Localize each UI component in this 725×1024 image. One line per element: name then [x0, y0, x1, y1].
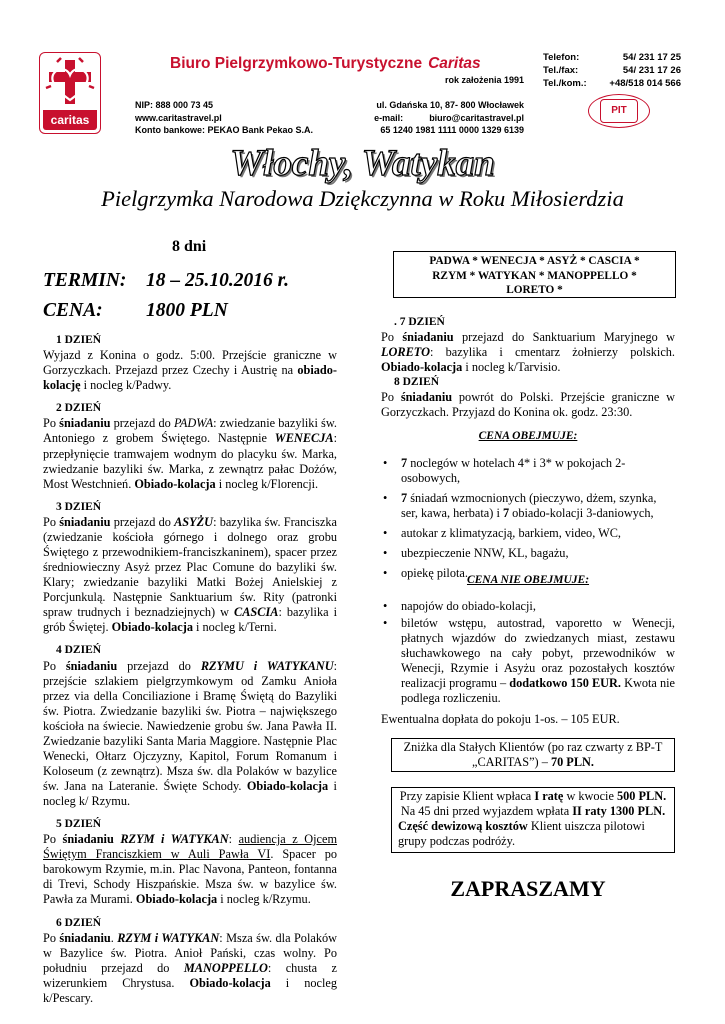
- contact-block: [543, 51, 681, 90]
- contact-mobile: Tel./kom.: +48/518 014 566: [543, 78, 681, 89]
- trip-date: [43, 270, 290, 292]
- list-item: • 7 noclegów w hotelach 4* i 3* w pokojach 2-osobowych,: [381, 456, 675, 486]
- agency-title: [170, 55, 481, 73]
- email-label: e-mail:: [374, 112, 404, 123]
- email-row: [339, 112, 524, 125]
- discount-line-1: Zniżka dla Stałych Klientów (po raz czwarty z BP-T: [403, 740, 663, 754]
- list-item: • autokar z klimatyzacją, barkiem, video, WC,: [381, 526, 675, 541]
- pit-logo: [588, 94, 650, 128]
- agency-name: Biuro Pielgrzymkowo-Turystyczne: [170, 55, 423, 72]
- day-8-heading: 8 DZIEŃ: [394, 376, 440, 389]
- excluded-list: [381, 599, 675, 708]
- agency-info-left: [135, 99, 313, 137]
- payment-line-3: Część dewizową kosztów Klient uiszcza pilotowi grupy podczas podróży.: [398, 819, 645, 849]
- day-4-heading: 4 DZIEŃ: [56, 644, 102, 657]
- day-6-text: Po śniadaniu. RZYM i WATYKAN: Msza św. dla Polaków w Bazylice św. Piotra. Anioł Pański, czas wolny. Po południu przejazd do MANOPPELLO: chusta z wizerunkiem Chrystusa. Obiado-kolacja i nocleg k/Pescary.: [43, 930, 338, 1005]
- contact-fax: Tel./fax: 54/ 231 17 26: [543, 65, 681, 76]
- route-line-1: PADWA * WENECJA * ASYŻ * CASCIA *: [429, 255, 640, 267]
- day-1-heading: 1 DZIEŃ: [56, 334, 102, 346]
- day-5-heading: 5 DZIEŃ: [56, 818, 102, 831]
- day-7-heading: . 7 DZIEŃ: [394, 316, 445, 328]
- day-2-text: Po śniadaniu przejazd do PADWA: zwiedzanie bazyliki św. Antoniego z grobem Świętego. Następnie WENECJA: przepłynięcie tramwajem wodnym do placyku św. Marka, zwiedzanie bazyliki św. Marka, z zewnątrz pałac Dożów, Most Westchnień. Obiado-kolacja i nocleg k/Florencji.: [43, 416, 337, 491]
- caritas-logo: [39, 52, 101, 134]
- nip: NIP: 888 000 73 45: [135, 100, 214, 110]
- logo-label: caritas: [43, 110, 97, 130]
- excluded-heading: CENA NIE OBEJMUJE:: [466, 574, 590, 586]
- day-2-heading: 2 DZIEŃ: [56, 402, 102, 415]
- termin-value: 18 – 25.10.2016 r.: [146, 270, 290, 291]
- address: ul. Gdańska 10, 87- 800 Włocławek: [376, 100, 524, 110]
- trip-price: [43, 300, 228, 322]
- bank-account: 65 1240 1981 1111 0000 1329 6139: [380, 125, 524, 135]
- page-title: Włochy, Watykan: [230, 143, 495, 184]
- list-item: • biletów wstępu, autostrad, vaporetto w Wenecji, płatnych wjazdów do zwiedzanych miast, zestawu słuchawkowego na cały pobyt, przewodników w Wenecji, Rzymie i Asyżu oraz pozostałych kosztów realizacji programu – dodatkowo 150 EUR. Kwota nie podlega rozliczeniu.: [381, 616, 675, 706]
- day-8-text: Po śniadaniu powrót do Polski. Przejście graniczne w Gorzyczkach. Przyjazd do Konina ok. godz. 23:30.: [381, 390, 676, 420]
- payment-line-1: Przy zapisie Klient wpłaca I ratę w kwocie 500 PLN.: [399, 789, 667, 803]
- payment-box: [391, 787, 675, 853]
- discount-box: [391, 738, 675, 772]
- day-4-text: Po śniadaniu przejazd do RZYMU i WATYKANU: przejście szlakiem pielgrzymkowym od Zamku Anioła przez via della Conciliazione i Bramę Świętą do Bazyliki św. Piotra. Zwiedzanie bazyliki św. Piotra – największego kościoła na świecie. Nawiedzenie grobu św. Jana Pawła II. Zwiedzanie bazyliki Santa Maria Maggiore. Następnie Plac Wenecki, Ołtarz Ojczyzny, Kapitol, Forum Romanum i Koloseum (z zewnątrz). Msza św. dla Polaków w bazylice św. Jana na Lateranie. Święte Schody. Obiado-kolacja i nocleg k/ Rzymu.: [43, 658, 337, 808]
- itinerary-left: [43, 333, 337, 1014]
- day-7-text: Po śniadaniu przejazd do Sanktuarium Maryjnego w LORETO: bazylika i cmentarz żołnierzy polskich. Obiado-kolacja i nocleg k/Tarvisio.: [381, 330, 675, 375]
- termin-label: TERMIN:: [43, 270, 127, 291]
- day-6-heading: 6 DZIEŃ: [56, 916, 102, 929]
- list-item: • napojów do obiado-kolacji,: [381, 599, 675, 614]
- included-list: [381, 456, 675, 586]
- day-3-heading: 3 DZIEŃ: [56, 500, 102, 513]
- route-line-3: LORETO *: [506, 284, 563, 296]
- trip-length: 8 dni: [172, 238, 207, 255]
- agency-brand: Caritas: [428, 55, 481, 72]
- discount-line-2: „CARITAS”) – 70 PLN.: [472, 755, 594, 770]
- agency-info-right: [339, 99, 524, 137]
- payment-line-2: Na 45 dni przed wyjazdem wpłata II raty 1300 PLN.: [400, 804, 666, 819]
- list-item: • opiekę pilota.: [381, 566, 675, 581]
- route-box: [393, 251, 676, 298]
- single-room-supplement: Ewentualna dopłata do pokoju 1-os. – 105 EUR.: [381, 712, 620, 726]
- itinerary-right: [381, 315, 675, 420]
- page-subtitle: Pielgrzymka Narodowa Dziękczynna w Roku Miłosierdzia: [101, 186, 624, 211]
- cena-value: 1800 PLN: [146, 300, 228, 321]
- caritas-heart-icon: [43, 56, 97, 108]
- founded-year: rok założenia 1991: [445, 75, 525, 85]
- email-link[interactable]: biuro@caritastravel.pl: [429, 112, 524, 123]
- included-heading: CENA OBEJMUJE:: [478, 430, 578, 442]
- cena-label: CENA:: [43, 300, 103, 321]
- bank-name: Konto bankowe: PEKAO Bank Pekao S.A.: [135, 125, 314, 135]
- day-5-text: Po śniadaniu RZYM i WATYKAN: audiencja z Ojcem Świętym Franciszkiem w Auli Pawła VI. Spacer po barokowym Rzymie, m.in. Plac Navona, Panteon, fontanna di Trevi, Schody Hiszpańskie. Msza św. w bazylice św. Pawła za Murami. Obiado-kolacja i nocleg k/Rzymu.: [43, 832, 338, 907]
- list-item: • 7 śniadań wzmocnionych (pieczywo, dżem, szynka, ser, kawa, herbata) i 7 obiado-kolacji 3-daniowych,: [381, 491, 675, 521]
- website-link[interactable]: www.caritastravel.pl: [135, 112, 222, 123]
- list-item: • ubezpieczenie NNW, KL, bagażu,: [381, 546, 675, 561]
- day-3-text: Po śniadaniu przejazd do ASYŻU: bazylika św. Franciszka (zwiedzanie kościoła górnego i dolnego oraz grobu Świętego z przewodnikiem-franciszkaninem), spacer przez średniowieczny Asyż przez Plac Comune do bazyliki św. Klary; zwiedzanie bazyliki Matki Bożej Anielskiej z Porcjunkulą. Następnie Sanktuarium św. Rity (patronki spraw trudnych i beznadziejnych) w CASCIA: bazylika i grób Świętej. Obiado-kolacja i nocleg k/Terni.: [43, 514, 338, 635]
- contact-phone: Telefon: 54/ 231 17 25: [543, 52, 681, 63]
- day-1-text: Wyjazd z Konina o godz. 5:00. Przejście graniczne w Gorzyczkach. Przejazd przez Czechy i Austrię na obiado-kolację i nocleg k/Padwy.: [43, 348, 337, 393]
- route-line-2: RZYM * WATYKAN * MANOPPELLO *: [432, 269, 637, 282]
- invitation-footer: ZAPRASZAMY: [450, 876, 606, 901]
- pit-logo-text: PIT: [600, 99, 638, 123]
